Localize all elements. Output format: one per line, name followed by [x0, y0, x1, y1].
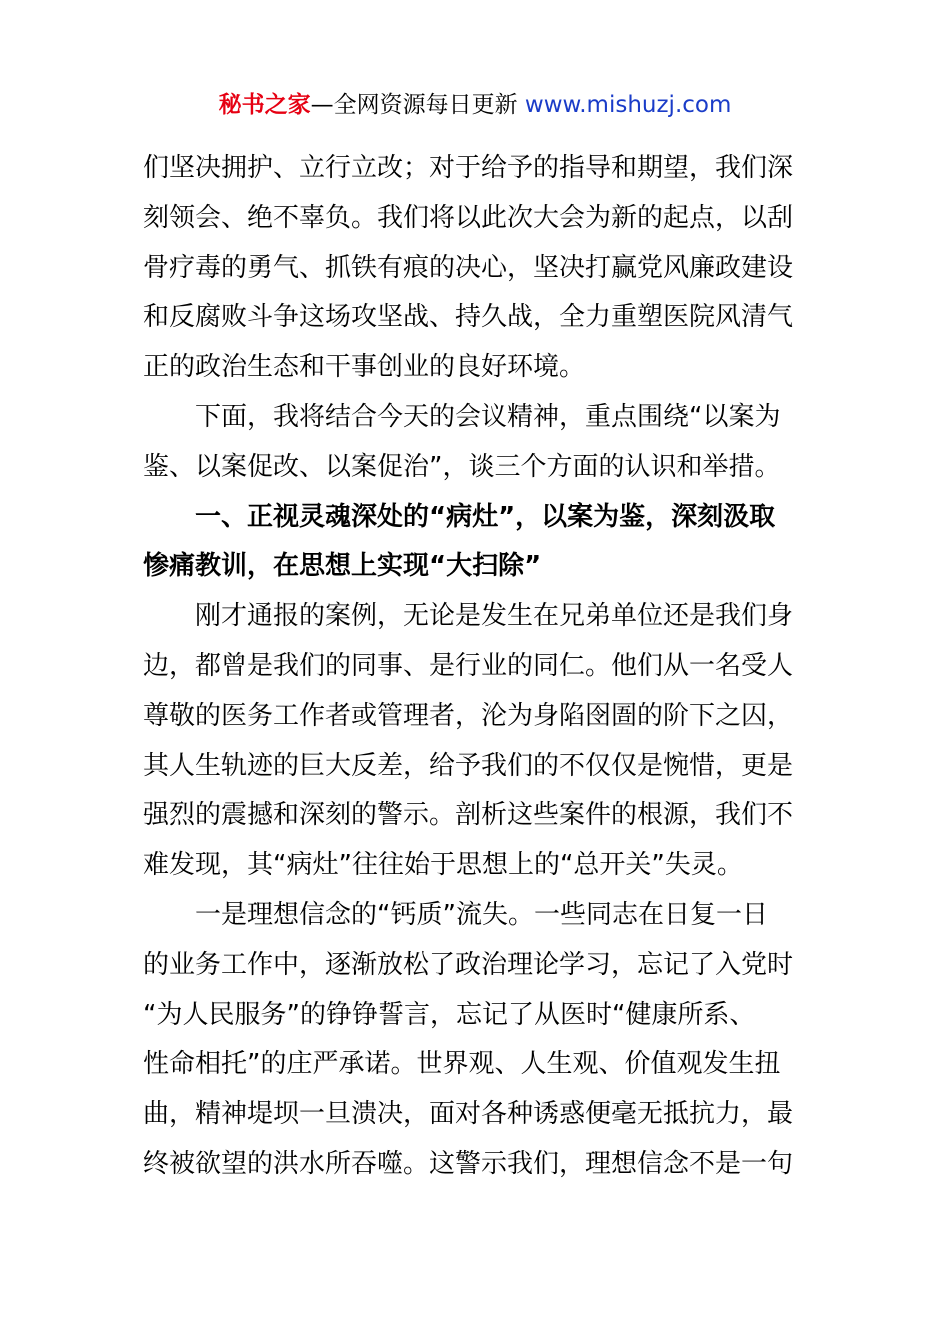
paragraph-line: 们坚决拥护、立行立改；对于给予的指导和期望，我们深	[143, 153, 794, 183]
paragraph-line: 的业务工作中，逐渐放松了政治理论学习，忘记了入党时	[143, 949, 794, 980]
header-tagline: —全网资源每日更新	[310, 92, 525, 118]
paragraph-line: 一是理想信念的“钙质”流失。一些同志在日复一日	[195, 899, 768, 930]
site-url-link[interactable]: www.mishuzj.com	[524, 92, 732, 118]
page-header	[0, 88, 950, 122]
paragraph-line: 刻领会、绝不辜负。我们将以此次大会为新的起点，以刮	[143, 202, 794, 233]
paragraph-line: 难发现，其“病灶”往往始于思想上的“总开关”失灵。	[143, 850, 743, 881]
paragraph-line: 正的政治生态和干事创业的良好环境。	[143, 352, 586, 383]
paragraph-line: 终被欲望的洪水所吞噬。这警示我们，理想信念不是一句	[143, 1148, 794, 1179]
paragraph-line: “为人民服务”的铮铮誓言，忘记了从医时“健康所系、	[143, 999, 756, 1030]
section-heading-line: 惨痛教训，在思想上实现“大扫除”	[143, 551, 542, 582]
brand-name: 秘书之家	[218, 92, 311, 118]
paragraph-line: 曲，精神堤坝一旦溃决，面对各种诱惑便毫无抵抗力，最	[143, 1099, 794, 1130]
paragraph-line: 和反腐败斗争这场攻坚战、持久战，全力重塑医院风清气	[143, 302, 794, 333]
paragraph-line: 鉴、以案促改、以案促治”，谈三个方面的认识和举措。	[143, 451, 781, 482]
document-body	[143, 144, 808, 1190]
paragraph-line: 其人生轨迹的巨大反差，给予我们的不仅仅是惋惜，更是	[143, 750, 794, 781]
paragraph-line: 强烈的震撼和深刻的警示。剖析这些案件的根源，我们不	[143, 800, 794, 831]
paragraph-line: 性命相托”的庄严承诺。世界观、人生观、价值观发生扭	[143, 1049, 781, 1080]
paragraph-line: 边，都曾是我们的同事、是行业的同仁。他们从一名受人	[143, 650, 794, 681]
paragraph-line: 下面，我将结合今天的会议精神，重点围绕“以案为	[195, 401, 781, 432]
paragraph-line: 骨疗毒的勇气、抓铁有痕的决心，坚决打赢党风廉政建设	[143, 252, 794, 283]
paragraph-line: 刚才通报的案例，无论是发生在兄弟单位还是我们身	[195, 601, 794, 632]
paragraph-line: 尊敬的医务工作者或管理者，沦为身陷囹圄的阶下之囚，	[143, 700, 794, 731]
section-heading-line: 一、正视灵魂深处的“病灶”，以案为鉴，深刻汲取	[195, 501, 776, 532]
